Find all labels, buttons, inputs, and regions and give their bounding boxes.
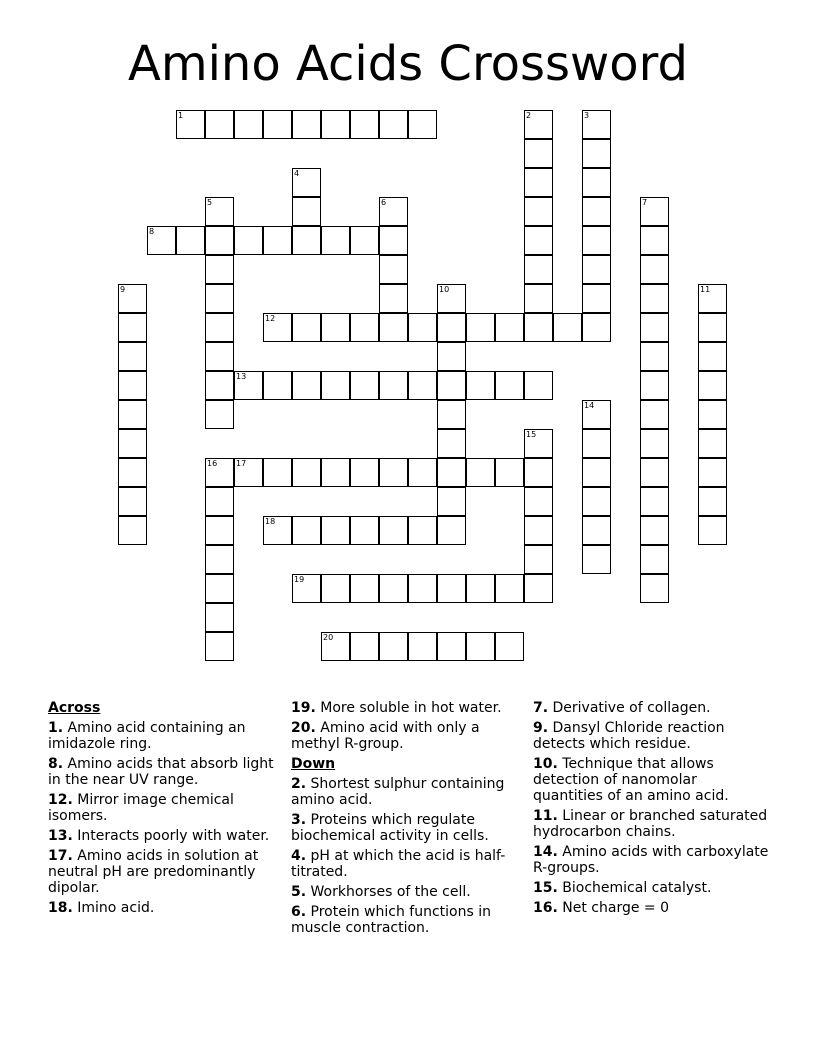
grid-cell[interactable]	[350, 574, 379, 603]
grid-cell[interactable]	[640, 545, 669, 574]
clue-across-18: 18. Imino acid.	[48, 900, 155, 916]
grid-cell[interactable]	[466, 458, 495, 487]
clue-down-16: 16. Net charge = 0	[533, 900, 669, 916]
grid-cell[interactable]	[205, 487, 234, 516]
grid-cell[interactable]	[263, 458, 292, 487]
clue-down-3: 3. Proteins which regulate biochemical activity in cells.	[291, 812, 489, 844]
grid-cell[interactable]	[524, 284, 553, 313]
grid-cell[interactable]	[292, 371, 321, 400]
grid-cell[interactable]	[263, 226, 292, 255]
clues-column-2	[291, 700, 523, 940]
across-heading: Across	[48, 700, 101, 716]
grid-cell[interactable]	[582, 255, 611, 284]
grid-cell[interactable]	[640, 400, 669, 429]
grid-cell[interactable]	[640, 574, 669, 603]
grid-cell[interactable]	[553, 313, 582, 342]
grid-cell[interactable]	[640, 255, 669, 284]
clue-down-4: 4. pH at which the acid is half-titrated.	[291, 848, 506, 880]
grid-cell[interactable]	[640, 516, 669, 545]
grid-cell[interactable]	[118, 400, 147, 429]
grid-cell[interactable]	[524, 313, 553, 342]
grid-cell[interactable]	[118, 284, 147, 313]
grid-cell[interactable]	[263, 110, 292, 139]
grid-cell[interactable]	[524, 429, 553, 458]
grid-cell[interactable]	[495, 371, 524, 400]
grid-cell[interactable]	[524, 516, 553, 545]
grid-cell[interactable]	[263, 516, 292, 545]
clue-number: 13	[236, 372, 247, 381]
grid-cell[interactable]	[263, 313, 292, 342]
clue-number: 9	[120, 285, 126, 294]
grid-cell[interactable]	[437, 487, 466, 516]
grid-cell[interactable]	[495, 458, 524, 487]
grid-cell[interactable]	[321, 313, 350, 342]
clue-number: 7	[642, 198, 648, 207]
grid-cell[interactable]	[640, 342, 669, 371]
grid-cell[interactable]	[640, 284, 669, 313]
grid-cell[interactable]	[582, 429, 611, 458]
grid-cell[interactable]	[524, 255, 553, 284]
clue-down-10: 10. Technique that allows detection of nanomolar quantities of an amino acid.	[533, 756, 729, 804]
grid-cell[interactable]	[408, 110, 437, 139]
grid-cell[interactable]	[205, 371, 234, 400]
clue-down-6: 6. Protein which functions in muscle contraction.	[291, 904, 491, 936]
grid-cell[interactable]	[292, 168, 321, 197]
grid-cell[interactable]	[205, 458, 234, 487]
grid-cell[interactable]	[437, 313, 466, 342]
clue-down-7: 7. Derivative of collagen.	[533, 700, 711, 716]
clue-number: 2	[526, 111, 532, 120]
grid-cell[interactable]	[292, 197, 321, 226]
clue-number: 1	[178, 111, 184, 120]
grid-cell[interactable]	[582, 168, 611, 197]
grid-cell[interactable]	[118, 487, 147, 516]
grid-cell[interactable]	[524, 197, 553, 226]
grid-cell[interactable]	[118, 429, 147, 458]
grid-cell[interactable]	[437, 574, 466, 603]
grid-cell[interactable]	[437, 284, 466, 313]
grid-cell[interactable]	[292, 516, 321, 545]
grid-cell[interactable]	[582, 458, 611, 487]
grid-cell[interactable]	[524, 226, 553, 255]
clue-across-13: 13. Interacts poorly with water.	[48, 828, 270, 844]
clue-down-15: 15. Biochemical catalyst.	[533, 880, 712, 896]
clue-number: 11	[700, 285, 711, 294]
grid-cell[interactable]	[466, 313, 495, 342]
grid-cell[interactable]	[321, 110, 350, 139]
grid-cell[interactable]	[495, 574, 524, 603]
clue-down-5: 5. Workhorses of the cell.	[291, 884, 471, 900]
grid-cell[interactable]	[524, 458, 553, 487]
grid-cell[interactable]	[234, 110, 263, 139]
grid-cell[interactable]	[698, 342, 727, 371]
grid-cell[interactable]	[205, 574, 234, 603]
grid-cell[interactable]	[205, 400, 234, 429]
grid-cell[interactable]	[234, 458, 263, 487]
grid-cell[interactable]	[205, 284, 234, 313]
clue-number: 5	[207, 198, 213, 207]
grid-cell[interactable]	[118, 313, 147, 342]
grid-cell[interactable]	[118, 371, 147, 400]
grid-cell[interactable]	[205, 313, 234, 342]
clue-number: 20	[323, 633, 334, 642]
clue-number: 16	[207, 459, 218, 468]
grid-cell[interactable]	[292, 458, 321, 487]
grid-cell[interactable]	[408, 516, 437, 545]
clue-down-11: 11. Linear or branched saturated hydrocarbon chains.	[533, 808, 768, 840]
grid-cell[interactable]	[437, 516, 466, 545]
clue-across-19: 19. More soluble in hot water.	[291, 700, 502, 716]
clue-number: 18	[265, 517, 276, 526]
clue-down-9: 9. Dansyl Chloride reaction detects which residue.	[533, 720, 725, 752]
grid-cell[interactable]	[582, 139, 611, 168]
grid-cell[interactable]	[466, 574, 495, 603]
clues-column-1	[48, 700, 280, 920]
clue-down-14: 14. Amino acids with carboxylate R-groups.	[533, 844, 769, 876]
clue-number: 4	[294, 169, 300, 178]
clues-column-3	[533, 700, 769, 920]
grid-cell[interactable]	[698, 458, 727, 487]
grid-cell[interactable]	[582, 284, 611, 313]
grid-cell[interactable]	[698, 313, 727, 342]
grid-cell[interactable]	[379, 516, 408, 545]
grid-cell[interactable]	[118, 458, 147, 487]
grid-cell[interactable]	[205, 603, 234, 632]
clue-across-8: 8. Amino acids that absorb light in the near UV range.	[48, 756, 274, 788]
grid-cell[interactable]	[234, 226, 263, 255]
clue-across-1: 1. Amino acid containing an imidazole ring.	[48, 720, 246, 752]
grid-cell[interactable]	[524, 545, 553, 574]
grid-cell[interactable]	[321, 226, 350, 255]
grid-cell[interactable]	[205, 197, 234, 226]
clue-number: 6	[381, 198, 387, 207]
grid-cell[interactable]	[524, 574, 553, 603]
grid-cell[interactable]	[176, 110, 205, 139]
clue-across-17: 17. Amino acids in solution at neutral pH are predominantly dipolar.	[48, 848, 259, 896]
grid-cell[interactable]	[698, 284, 727, 313]
grid-cell[interactable]	[640, 313, 669, 342]
grid-cell[interactable]	[379, 313, 408, 342]
grid-cell[interactable]	[321, 632, 350, 661]
grid-cell[interactable]	[292, 313, 321, 342]
clue-number: 3	[584, 111, 590, 120]
grid-cell[interactable]	[437, 342, 466, 371]
page-title: Amino Acids Crossword	[128, 36, 688, 92]
grid-cell[interactable]	[698, 487, 727, 516]
grid-cell[interactable]	[408, 371, 437, 400]
grid-cell[interactable]	[582, 226, 611, 255]
grid-cell[interactable]	[408, 313, 437, 342]
grid-cell[interactable]	[292, 110, 321, 139]
grid-cell[interactable]	[640, 371, 669, 400]
grid-cell[interactable]	[118, 342, 147, 371]
clue-number: 19	[294, 575, 305, 584]
grid-cell[interactable]	[321, 574, 350, 603]
clue-across-20: 20. Amino acid with only a methyl R-group.	[291, 720, 480, 752]
grid-cell[interactable]	[205, 632, 234, 661]
grid-cell[interactable]	[350, 226, 379, 255]
grid-cell[interactable]	[466, 371, 495, 400]
grid-cell[interactable]	[408, 632, 437, 661]
grid-cell[interactable]	[698, 371, 727, 400]
grid-cell[interactable]	[408, 574, 437, 603]
clue-number: 14	[584, 401, 595, 410]
grid-cell[interactable]	[640, 226, 669, 255]
grid-cell[interactable]	[524, 139, 553, 168]
grid-cell[interactable]	[263, 371, 292, 400]
grid-cell[interactable]	[582, 545, 611, 574]
clue-number: 17	[236, 459, 247, 468]
grid-cell[interactable]	[205, 516, 234, 545]
clue-number: 12	[265, 314, 276, 323]
grid-cell[interactable]	[379, 255, 408, 284]
grid-cell[interactable]	[379, 458, 408, 487]
grid-cell[interactable]	[582, 400, 611, 429]
grid-cell[interactable]	[205, 226, 234, 255]
grid-cell[interactable]	[582, 110, 611, 139]
grid-cell[interactable]	[379, 632, 408, 661]
grid-cell[interactable]	[437, 632, 466, 661]
grid-cell[interactable]	[379, 110, 408, 139]
grid-cell[interactable]	[205, 342, 234, 371]
grid-cell[interactable]	[437, 429, 466, 458]
grid-cell[interactable]	[495, 313, 524, 342]
grid-cell[interactable]	[292, 574, 321, 603]
grid-cell[interactable]	[350, 458, 379, 487]
grid-cell[interactable]	[582, 197, 611, 226]
grid-cell[interactable]	[147, 226, 176, 255]
grid-cell[interactable]	[234, 371, 263, 400]
grid-cell[interactable]	[350, 313, 379, 342]
grid-cell[interactable]	[379, 197, 408, 226]
grid-cell[interactable]	[495, 632, 524, 661]
grid-cell[interactable]	[350, 632, 379, 661]
grid-cell[interactable]	[379, 226, 408, 255]
down-heading: Down	[291, 756, 336, 772]
grid-cell[interactable]	[176, 226, 205, 255]
grid-cell[interactable]	[582, 487, 611, 516]
grid-cell[interactable]	[582, 313, 611, 342]
grid-cell[interactable]	[205, 255, 234, 284]
grid-cell[interactable]	[350, 110, 379, 139]
grid-cell[interactable]	[118, 516, 147, 545]
grid-cell[interactable]	[698, 400, 727, 429]
grid-cell[interactable]	[698, 429, 727, 458]
grid-cell[interactable]	[379, 284, 408, 313]
grid-cell[interactable]	[524, 487, 553, 516]
grid-cell[interactable]	[698, 516, 727, 545]
grid-cell[interactable]	[524, 168, 553, 197]
grid-cell[interactable]	[408, 458, 437, 487]
grid-cell[interactable]	[640, 458, 669, 487]
grid-cell[interactable]	[640, 487, 669, 516]
grid-cell[interactable]	[437, 400, 466, 429]
grid-cell[interactable]	[350, 371, 379, 400]
grid-cell[interactable]	[350, 516, 379, 545]
grid-cell[interactable]	[379, 574, 408, 603]
clue-across-12: 12. Mirror image chemical isomers.	[48, 792, 234, 824]
clue-number: 10	[439, 285, 450, 294]
grid-cell[interactable]	[524, 371, 553, 400]
grid-cell[interactable]	[640, 429, 669, 458]
grid-cell[interactable]	[321, 458, 350, 487]
clue-number: 8	[149, 227, 155, 236]
clue-number: 15	[526, 430, 537, 439]
clue-down-2: 2. Shortest sulphur containing amino acid.	[291, 776, 505, 808]
grid-cell[interactable]	[205, 545, 234, 574]
grid-cell[interactable]	[205, 110, 234, 139]
grid-cell[interactable]	[466, 632, 495, 661]
grid-cell[interactable]	[524, 110, 553, 139]
grid-cell[interactable]	[582, 516, 611, 545]
grid-cell[interactable]	[437, 371, 466, 400]
grid-cell[interactable]	[640, 197, 669, 226]
grid-cell[interactable]	[321, 371, 350, 400]
grid-cell[interactable]	[379, 371, 408, 400]
grid-cell[interactable]	[437, 458, 466, 487]
grid-cell[interactable]	[321, 516, 350, 545]
grid-cell[interactable]	[292, 226, 321, 255]
